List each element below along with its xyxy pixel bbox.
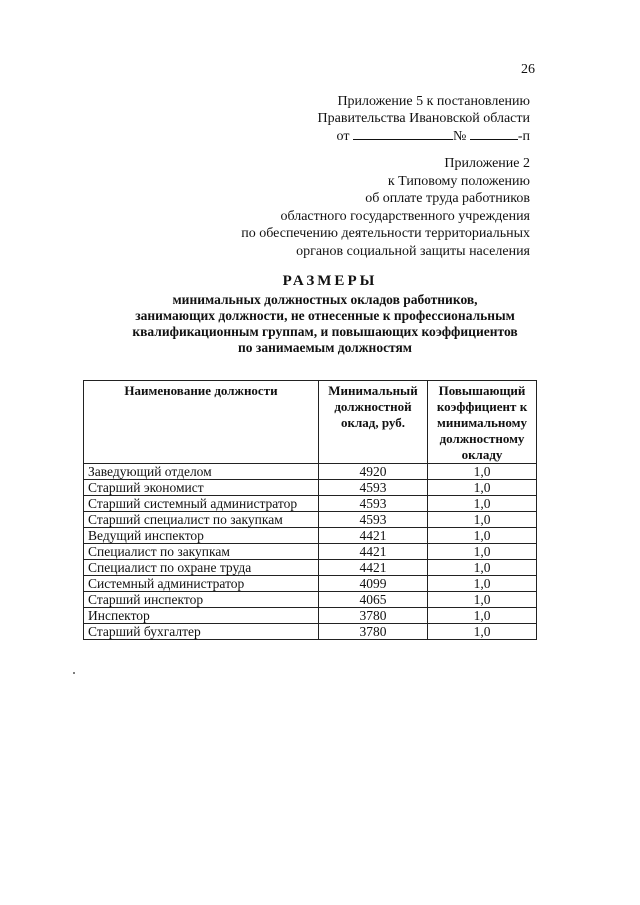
appendix-2-line: органов социальной защиты населения [296, 243, 530, 259]
appendix-2-line: по обеспечению деятельности территориальных [241, 226, 530, 241]
salary-table [83, 380, 537, 640]
cell-coefficient: 1,0 [428, 624, 537, 640]
appendix-2-header [241, 155, 530, 260]
table-row [84, 480, 537, 496]
cell-position: Старший бухгалтер [84, 624, 319, 640]
from-label: от [336, 129, 350, 144]
cell-coefficient: 1,0 [428, 480, 537, 496]
cell-position: Специалист по закупкам [84, 544, 319, 560]
document-title: РАЗМЕРЫ [282, 273, 378, 289]
cell-salary: 4099 [319, 576, 428, 592]
cell-salary: 4593 [319, 496, 428, 512]
table-row [84, 496, 537, 512]
cell-salary: 4421 [319, 560, 428, 576]
table-row [84, 464, 537, 480]
table-body [84, 464, 537, 640]
appendix-5-line-1: Приложение 5 к постановлению [337, 94, 530, 109]
cell-position: Инспектор [84, 608, 319, 624]
cell-position: Старший специалист по закупкам [84, 512, 319, 528]
cell-position: Заведующий отделом [84, 464, 319, 480]
date-blank [353, 127, 453, 140]
header-coefficient: Повышающий коэффициент к минимальному должностному окладу [428, 381, 537, 464]
cell-coefficient: 1,0 [428, 544, 537, 560]
table-row [84, 560, 537, 576]
cell-salary: 3780 [319, 624, 428, 640]
cell-position: Системный администратор [84, 576, 319, 592]
table-row [84, 544, 537, 560]
scan-speck [73, 672, 75, 674]
appendix-2-line: к Типовому положению [387, 173, 530, 189]
cell-salary: 4593 [319, 480, 428, 496]
appendix-5-header [318, 93, 530, 145]
number-suffix: -п [517, 129, 530, 144]
cell-coefficient: 1,0 [428, 576, 537, 592]
cell-position: Старший системный администратор [84, 496, 319, 512]
table-row [84, 528, 537, 544]
cell-salary: 4593 [319, 512, 428, 528]
cell-salary: 4421 [319, 544, 428, 560]
cell-coefficient: 1,0 [428, 496, 537, 512]
document-subtitle [100, 292, 550, 356]
cell-coefficient: 1,0 [428, 608, 537, 624]
cell-salary: 4421 [319, 528, 428, 544]
cell-position: Ведущий инспектор [84, 528, 319, 544]
table-row [84, 592, 537, 608]
table-row [84, 608, 537, 624]
number-label: № [452, 129, 467, 144]
table-row [84, 624, 537, 640]
table-row [84, 512, 537, 528]
cell-coefficient: 1,0 [428, 464, 537, 480]
table-header-row [84, 381, 537, 464]
subtitle-line: занимающих должности, не отнесенные к профессиональным [135, 308, 515, 323]
cell-coefficient: 1,0 [428, 528, 537, 544]
cell-salary: 4920 [319, 464, 428, 480]
appendix-5-date-number-line [318, 127, 530, 145]
header-min-salary: Минимальный должностной оклад, руб. [319, 381, 428, 464]
header-position: Наименование должности [84, 381, 319, 464]
appendix-5-line-2: Правительства Ивановской области [317, 111, 530, 126]
cell-position: Старший инспектор [84, 592, 319, 608]
cell-position: Специалист по охране труда [84, 560, 319, 576]
cell-salary: 3780 [319, 608, 428, 624]
appendix-2-line: областного государственного учреждения [280, 208, 530, 224]
subtitle-line: по занимаемым должностям [237, 340, 413, 355]
subtitle-line: квалификационным группам, и повышающих коэффициентов [132, 324, 518, 339]
appendix-2-line: Приложение 2 [444, 156, 530, 171]
cell-coefficient: 1,0 [428, 512, 537, 528]
table-row [84, 576, 537, 592]
appendix-2-line: об оплате труда работников [365, 191, 530, 206]
number-blank [470, 127, 518, 140]
cell-position: Старший экономист [84, 480, 319, 496]
page-number: 26 [521, 62, 535, 77]
cell-coefficient: 1,0 [428, 560, 537, 576]
cell-coefficient: 1,0 [428, 592, 537, 608]
subtitle-line: минимальных должностных окладов работников, [172, 292, 478, 307]
cell-salary: 4065 [319, 592, 428, 608]
